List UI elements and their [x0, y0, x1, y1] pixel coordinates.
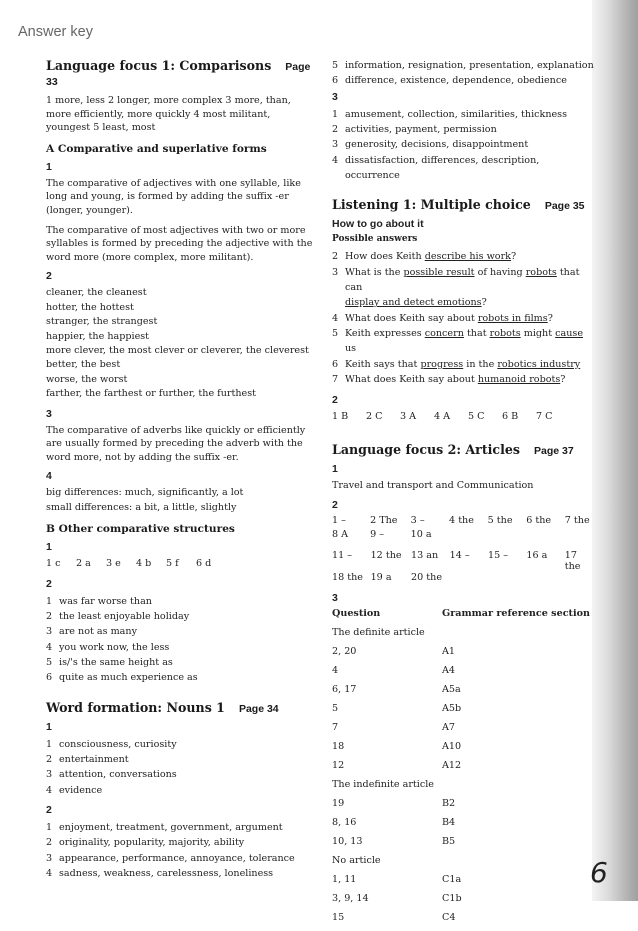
answer-item: 3 e: [106, 558, 121, 570]
a4-line-small: small differences: a bit, a little, slightly: [46, 501, 237, 513]
grid-cell: 20 the: [411, 572, 443, 584]
grid-cell: 5 the: [487, 515, 513, 527]
question-cell: 8, 16: [332, 817, 357, 829]
exercise-number: 2: [46, 577, 52, 590]
list-item: 3 are not as many: [46, 626, 138, 638]
list-item: 3 generosity, decisions, disappointment: [332, 139, 529, 151]
exercise-number: 3: [332, 592, 338, 605]
reference-cell: B4: [442, 817, 456, 829]
list-item: happier, the happiest: [46, 330, 150, 342]
wf3-list: [332, 107, 594, 184]
table-row: [332, 646, 590, 665]
subsection-title-b: B Other comparative structures: [46, 523, 235, 536]
list-item: 2 activities, payment, permission: [332, 124, 497, 136]
question-cell: 1, 11: [332, 874, 357, 886]
question-cell: 5: [332, 703, 339, 715]
table-row: [332, 684, 590, 703]
reference-cell: A5a: [442, 684, 461, 696]
reference-cell: B2: [442, 798, 456, 810]
list-item: 3 appearance, performance, annoyance, tolerance: [46, 852, 295, 864]
grid-cell: 11 –: [332, 550, 353, 562]
lf2-1-answer: Travel and transport and Communication: [332, 479, 534, 491]
grid-cell: [449, 529, 488, 543]
a4-line-big: big differences: much, significantly, a lot: [46, 487, 244, 499]
answer-item: 4 b: [136, 558, 152, 570]
list-item: 1 was far worse than: [46, 595, 152, 607]
answer-item: 2 a: [76, 558, 91, 570]
answer-item: 6 d: [196, 558, 212, 570]
left-column: [46, 58, 314, 881]
exercise-number: 2: [332, 499, 338, 512]
reference-cell: [442, 627, 590, 646]
b1-answers: [46, 557, 314, 571]
reference-cell: A4: [442, 665, 456, 677]
question-cell: 2, 20: [332, 646, 357, 658]
page-edge-shadow: [592, 0, 638, 901]
question-cell: 7: [332, 722, 339, 734]
listening-q7: 7 What does Keith say about humanoid robots?: [332, 374, 566, 386]
reference-cell: C1a: [442, 874, 462, 886]
grid-cell: 8 A: [332, 529, 349, 541]
page-header-title: Answer key: [18, 24, 93, 40]
section-title-lf1: Language focus 1: Comparisons Page 33: [46, 58, 311, 88]
grid-cell: 17 the: [564, 550, 581, 573]
grid-cell: [526, 572, 564, 586]
exercise-number: 1: [46, 720, 52, 733]
table-row: [332, 760, 590, 779]
grid-cell: [526, 529, 565, 543]
section-title-wf1: Word formation: Nouns 1 Page 34: [46, 699, 279, 715]
list-item: 1 amusement, collection, similarities, thickness: [332, 108, 568, 120]
reference-cell: A1: [442, 646, 456, 658]
lf1-intro: 1 more, less 2 longer, more complex 3 more, than, more efficiently, more quickly 4 most militant, youngest 5 least, most: [46, 95, 291, 134]
articles-answers-grid-1: [332, 515, 594, 543]
reference-cell: C1b: [442, 893, 462, 905]
wf-continued-list: [332, 58, 594, 89]
column-header-grammar: Grammar reference section: [442, 608, 590, 620]
exercise-number: 2: [46, 804, 52, 817]
grid-cell: 16 a: [526, 550, 548, 562]
answer-item: 7 C: [536, 410, 553, 422]
answer-item: 1 B: [332, 410, 349, 422]
exercise-number: 4: [46, 470, 52, 483]
answer-item: 2 C: [366, 410, 383, 422]
listening-q3: 3 What is the possible result of having robots that can: [332, 266, 580, 294]
question-cell: 10, 13: [332, 836, 363, 848]
list-item: 1 enjoyment, treatment, government, argument: [46, 822, 283, 834]
grid-cell: 6 the: [526, 515, 552, 527]
list-item: 2 entertainment: [46, 754, 129, 766]
list-item: better, the best: [46, 359, 121, 371]
table-row: [332, 703, 590, 722]
listening-q3-line2: display and detect emotions?: [345, 297, 487, 309]
table-row: [332, 722, 590, 741]
grid-cell: [565, 572, 594, 586]
list-item: 4 evidence: [46, 784, 103, 796]
a3-paragraph: The comparative of adverbs like quickly or efficiently are usually formed by preceding the adverb with the word more, not by adding the suffix -er.: [46, 424, 306, 463]
table-row: [332, 855, 590, 874]
question-cell: 12: [332, 760, 345, 772]
table-row: [332, 798, 590, 817]
grid-cell: [488, 529, 527, 543]
list-item: hotter, the hottest: [46, 301, 134, 313]
list-item: stranger, the strangest: [46, 316, 158, 328]
list-item: 4 you work now, the less: [46, 641, 170, 653]
list-item: 4 dissatisfaction, differences, description, occurrence: [332, 154, 540, 182]
question-cell: 6, 17: [332, 684, 357, 696]
question-cell: 19: [332, 798, 345, 810]
column-header-question: Question: [332, 608, 381, 620]
table-row: [332, 817, 590, 836]
table-row: [332, 741, 590, 760]
grid-cell: 9 –: [370, 529, 385, 541]
list-item: 4 sadness, weakness, carelessness, loneliness: [46, 868, 274, 880]
grid-cell: [450, 572, 488, 586]
list-item: 2 originality, popularity, majority, ability: [46, 837, 245, 849]
grid-cell: 4 the: [449, 515, 474, 527]
table-row: [332, 893, 590, 912]
listening-q4: 4 What does Keith say about robots in films?: [332, 312, 553, 324]
how-to-heading: How to go about it: [332, 218, 424, 231]
possible-answers-heading: Possible answers: [332, 234, 418, 245]
listening-q2: 2 How does Keith describe his work?: [332, 251, 517, 263]
grid-cell: 2 The: [370, 515, 398, 527]
table-row: [332, 665, 590, 684]
reference-cell: [442, 779, 590, 798]
listening-q5: 5 Keith expresses concern that robots might cause us: [332, 328, 583, 355]
list-item: more clever, the most clever or cleverer, the cleverest: [46, 345, 309, 357]
reference-cell: B5: [442, 836, 456, 848]
grid-cell: 1 –: [332, 515, 346, 527]
exercise-number: 1: [332, 462, 338, 475]
question-cell: The indefinite article: [332, 779, 434, 791]
exercise-number: 3: [332, 90, 338, 103]
answer-item: 6 B: [502, 410, 519, 422]
right-column: [332, 58, 594, 931]
grid-cell: 18 the: [332, 572, 363, 584]
answer-item: 5 f: [166, 558, 179, 570]
list-item: 1 consciousness, curiosity: [46, 738, 177, 750]
grid-cell: 13 an: [411, 550, 439, 562]
exercise-number: 1: [46, 541, 52, 554]
grid-cell: 3 –: [410, 515, 425, 527]
exercise-number: 1: [46, 160, 52, 173]
list-item: 3 attention, conversations: [46, 769, 177, 781]
question-cell: The definite article: [332, 627, 425, 639]
reference-cell: A7: [442, 722, 456, 734]
answer-item: 5 C: [468, 410, 485, 422]
table-row: [332, 874, 590, 893]
grid-cell: 12 the: [370, 550, 402, 562]
question-cell: No article: [332, 855, 381, 867]
grid-cell: [565, 529, 594, 543]
exercise-number: 2: [332, 393, 338, 406]
question-cell: 15: [332, 912, 345, 924]
grammar-reference-table: [332, 608, 590, 931]
reference-cell: A5b: [442, 703, 462, 715]
section-title-lf2: Language focus 2: Articles Page 37: [332, 441, 574, 457]
list-item: 5 is/'s the same height as: [46, 656, 173, 668]
a1-paragraph-1: The comparative of adjectives with one syllable, like long and young, is formed by adding the suffix -er (longer, younger).: [46, 177, 301, 217]
answer-item: 4 A: [434, 410, 451, 422]
reference-cell: C4: [442, 912, 456, 924]
reference-cell: A10: [442, 741, 462, 753]
list-item: 5 information, resignation, presentation, explanation: [332, 60, 594, 71]
exercise-number: 3: [46, 407, 52, 420]
question-cell: 3, 9, 14: [332, 893, 369, 905]
listening-answers: [332, 410, 594, 424]
list-item: 6 difference, existence, dependence, obedience: [332, 75, 567, 87]
answer-item: 3 A: [400, 410, 417, 422]
list-item: cleaner, the cleanest: [46, 287, 147, 299]
table-row: [332, 627, 590, 646]
list-item: farther, the farthest or further, the furthest: [46, 388, 256, 400]
grid-cell: [488, 572, 526, 586]
table-row: [332, 912, 590, 931]
grid-cell: 14 –: [449, 550, 470, 562]
list-item: 2 the least enjoyable holiday: [46, 610, 190, 622]
reference-cell: [442, 855, 590, 874]
grid-cell: 7 the: [564, 515, 590, 527]
wf2-list: [46, 820, 314, 881]
articles-answers-grid-2: [332, 550, 594, 586]
grid-cell: 15 –: [488, 550, 509, 562]
exercise-number: 2: [46, 270, 52, 283]
listening-q6: 6 Keith says that progress in the robotics industry: [332, 358, 581, 370]
list-item: worse, the worst: [46, 373, 128, 385]
b2-list: [46, 594, 314, 686]
section-title-listening: Listening 1: Multiple choice Page 35: [332, 197, 585, 213]
answer-item: 1 c: [46, 558, 61, 570]
list-item: 6 quite as much experience as: [46, 672, 198, 684]
a2-list: [46, 286, 314, 401]
grid-cell: 10 a: [410, 529, 432, 541]
wf1-list: [46, 737, 314, 798]
table-row: [332, 779, 590, 798]
subsection-title-a: A Comparative and superlative forms: [46, 142, 267, 155]
question-cell: 18: [332, 741, 345, 753]
question-cell: 4: [332, 665, 339, 677]
grid-cell: 19 a: [370, 572, 392, 584]
page-number: 6: [590, 856, 608, 889]
table-row: [332, 836, 590, 855]
a1-paragraph-2: The comparative of most adjectives with two or more syllables is formed by preceding the adjective with the word more (more complex, more militant).: [46, 224, 313, 263]
reference-cell: A12: [442, 760, 462, 772]
